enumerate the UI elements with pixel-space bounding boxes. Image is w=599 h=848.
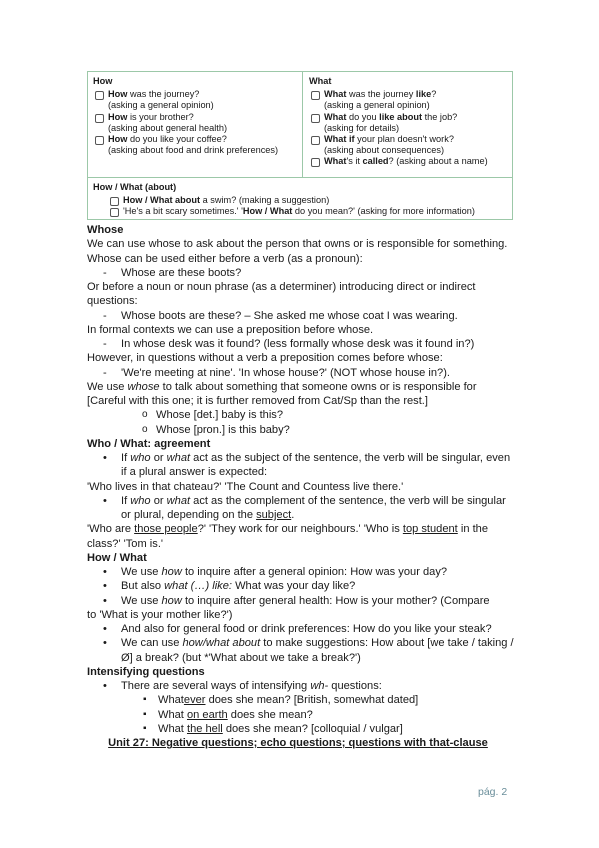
bullet-item: • And also for general food or drink preferences: How do you like your steak? [87,622,517,636]
list-item: How do you like your coffee? (asking about food and drink preferences) [93,134,297,156]
reference-table [87,71,513,220]
bullet-item: • We can use how/what about to make suggestions: How about [we take / taking / Ø] a break? (but *'What about we take a break?') [87,636,517,665]
list-item: How is your brother? (asking about general health) [93,112,297,134]
checkbox-icon[interactable] [311,136,320,145]
table-row [88,72,512,178]
example: - 'We're meeting at nine'. 'In whose house?' (NOT whose house in?). [87,366,517,380]
checkbox-icon[interactable] [311,91,320,100]
unit-heading: Unit 27: Negative questions; echo questions; questions with that-clause [108,737,488,749]
paragraph: However, in questions without a verb a preposition comes before whose: [87,352,443,365]
bullet-item: • If who or what act as the complement of the sentence, the verb will be singular or plural, depending on the subject. [87,494,517,523]
what-column [303,72,512,177]
document-body [87,223,517,750]
example: ▪ What the hell does she mean? [colloquial / vulgar] [87,722,517,736]
list-item: What if your plan doesn't work? (asking about consequences) [309,134,506,156]
checkbox-icon[interactable] [95,136,104,145]
bullet-item: • But also what (…) like: What was your day like? [87,579,517,593]
section-heading: Whose [87,224,124,236]
list-item: What's it called? (asking about a name) [309,156,506,167]
checkbox-icon[interactable] [311,114,320,123]
list-item: How / What about a swim? (making a suggestion) [93,195,507,206]
bullet-item: • We use how to inquire after a general opinion: How was your day? [87,565,517,579]
list-item: How was the journey? (asking a general opinion) [93,89,297,111]
example: ▪ What on earth does she mean? [87,708,517,722]
page-number: pág. 2 [478,786,508,798]
checkbox-icon[interactable] [110,197,119,206]
example: o Whose [det.] baby is this? [87,408,517,422]
paragraph: We can use whose to ask about the person that owns or is responsible for something. Whose can be used either before a verb (as a pronoun): [87,238,508,265]
paragraph: We use whose to talk about something that someone owns or is responsible for [Careful with this one; it is further removed from Cat/Sp than the rest.] [87,380,477,407]
checkbox-icon[interactable] [95,91,104,100]
checkbox-icon[interactable] [95,114,104,123]
section-heading: Who / What: agreement [87,437,211,450]
example: - In whose desk was it found? (less formally whose desk was it found in?) [87,337,517,351]
how-column [88,72,303,177]
example: - Whose boots are these? – She asked me whose coat I was wearing. [87,309,517,323]
what-header: What [309,76,332,86]
list-item: 'He's a bit scary sometimes.' 'How / What do you mean?' (asking for more information) [93,206,507,217]
table-row [88,178,512,219]
howwhat-header: How / What (about) [93,182,177,192]
section-heading: How / What [87,551,147,564]
bullet-item: • We use how to inquire after general health: How is your mother? (Compare [87,594,517,608]
example: - Whose are these boots? [87,266,517,280]
paragraph: to 'What is your mother like?') [87,608,233,621]
bullet-item: • There are several ways of intensifying wh- questions: [87,679,517,693]
example: o Whose [pron.] is this baby? [87,423,517,437]
paragraph: In formal contexts we can use a preposition before whose. [87,323,374,336]
list-item: What was the journey like? (asking a general opinion) [309,89,506,111]
checkbox-icon[interactable] [311,158,320,167]
how-header: How [93,76,113,86]
example: 'Who are those people?' 'They work for our neighbours.' 'Who is top student in the class?' 'Tom is.' [87,523,488,550]
list-item: What do you like about the job? (asking for details) [309,112,506,134]
bullet-item: • If who or what act as the subject of the sentence, the verb will be singular, even if a plural answer is expected: [87,451,517,480]
paragraph: Or before a noun or noun phrase (as a determiner) introducing direct or indirect questions: [87,281,476,308]
example: ▪ Whatever does she mean? [British, somewhat dated] [87,693,517,707]
example: 'Who lives in that chateau?' 'The Count and Countess live there.' [87,480,404,493]
checkbox-icon[interactable] [110,208,119,217]
section-heading: Intensifying questions [87,665,205,678]
